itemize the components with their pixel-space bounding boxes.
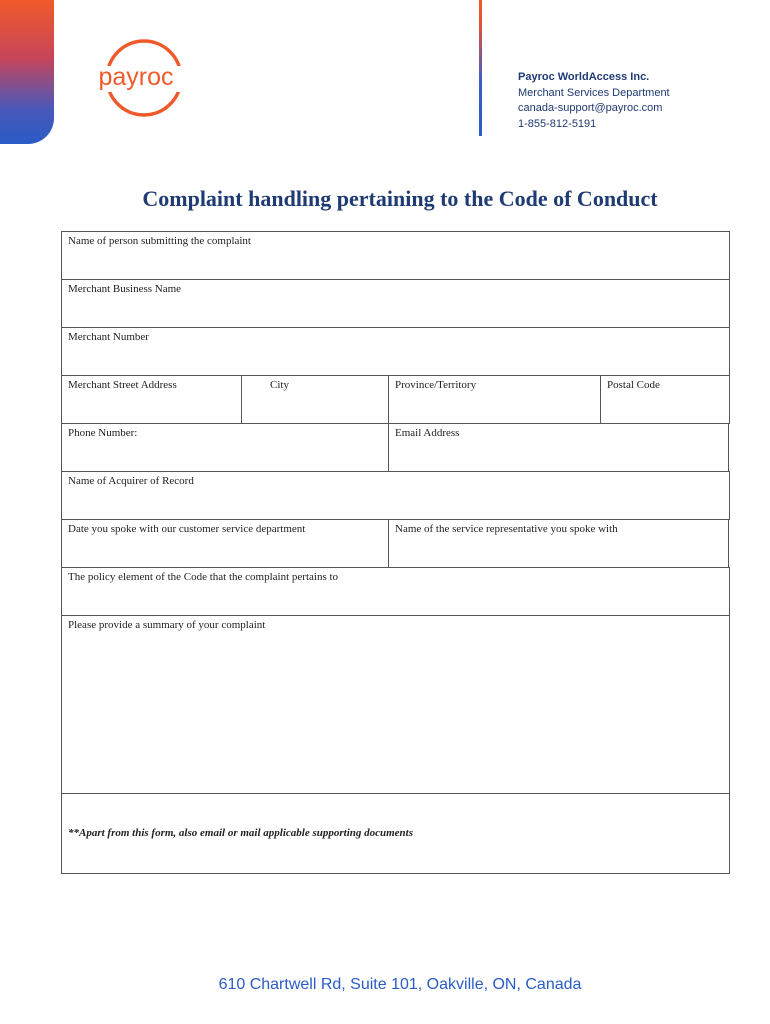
date-spoke-field[interactable] — [61, 519, 389, 568]
acquirer-field[interactable] — [61, 471, 730, 520]
contact-email: canada-support@payroc.com — [518, 102, 663, 114]
field-label: Merchant Street Address — [68, 379, 177, 391]
contact-block — [518, 70, 670, 132]
field-label: The policy element of the Code that the complaint pertains to — [68, 571, 339, 583]
header-divider — [479, 0, 482, 136]
summary-field[interactable] — [61, 615, 730, 794]
province-field[interactable] — [388, 375, 601, 424]
email-field[interactable] — [388, 423, 729, 472]
form-title: Complaint handling pertaining to the Code of Conduct — [142, 186, 658, 211]
field-label: Name of Acquirer of Record — [68, 475, 194, 487]
field-label: City — [270, 379, 289, 391]
footer-address: 610 Chartwell Rd, Suite 101, Oakville, ON, Canada — [218, 976, 582, 993]
payroc-logo — [80, 36, 192, 124]
field-label: Name of person submitting the complaint — [68, 235, 251, 247]
field-label: Province/Territory — [395, 379, 477, 391]
contact-phone: 1-855-812-5191 — [518, 117, 597, 130]
company-name: Payroc WorldAccess Inc. — [518, 71, 650, 83]
logo-wordmark: payroc — [98, 63, 174, 91]
city-field[interactable] — [241, 375, 389, 424]
policy-element-field[interactable] — [61, 567, 730, 616]
merchant-number-field[interactable] — [61, 327, 730, 376]
brand-corner-accent — [0, 0, 54, 144]
street-address-field[interactable] — [61, 375, 242, 424]
phone-field[interactable] — [61, 423, 389, 472]
field-label: Phone Number: — [68, 427, 138, 439]
field-label: Postal Code — [607, 379, 660, 391]
field-label: Email Address — [395, 427, 460, 439]
field-label: Merchant Number — [68, 331, 149, 343]
field-label: Date you spoke with our customer service department — [68, 523, 306, 535]
rep-name-field[interactable] — [388, 519, 729, 568]
business-name-field[interactable] — [61, 279, 730, 328]
field-label: Please provide a summary of your complaint — [68, 619, 266, 631]
field-label: Name of the service representative you spoke with — [395, 523, 618, 535]
name-submitting-field[interactable] — [61, 231, 730, 280]
postal-code-field[interactable] — [600, 375, 730, 424]
supporting-documents-note: **Apart from this form, also email or mail applicable supporting documents — [68, 827, 414, 839]
field-label: Merchant Business Name — [68, 283, 182, 295]
department-name: Merchant Services Department — [518, 86, 670, 99]
